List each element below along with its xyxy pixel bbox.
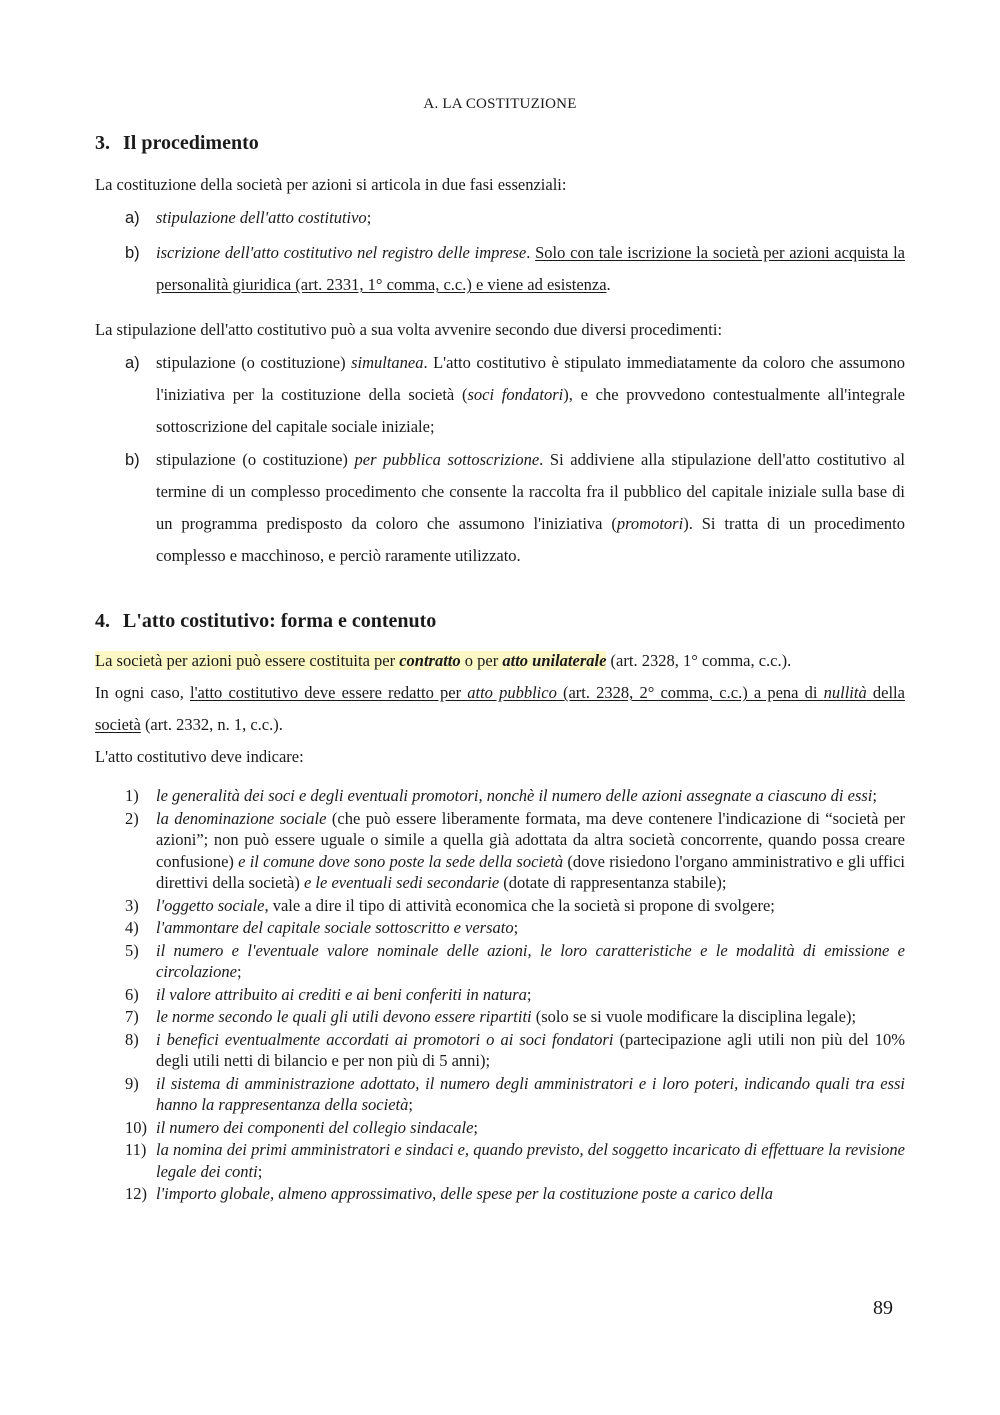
text-run: (dove risiedono l'organo amministrativo e gli uffici direttivi della società): [156, 851, 905, 892]
section-4-number: 4.: [95, 610, 110, 632]
list-item: [95, 1117, 905, 1139]
text-run: ;: [872, 786, 877, 805]
text-run: della società: [95, 683, 905, 734]
list-item: [95, 444, 905, 572]
list-marker: a): [125, 209, 140, 227]
text-run: (dotate di rappresentanza stabile);: [499, 873, 727, 892]
text-run: ;: [526, 984, 532, 1004]
list-item: [95, 895, 905, 917]
text-run: ;: [236, 962, 242, 981]
text-run: (art. 2328, 1° comma, c.c.).: [606, 651, 792, 670]
section-3-number: 3.: [95, 132, 110, 154]
text-run: . Si addiviene alla stipulazione dell'atto costitutivo al termine di un complesso procedimento che consente la raccolta fra il pubblico del capitale iniziale sulla base di un programma predisposto da coloro che assumono l'iniziativa (: [156, 450, 906, 533]
text-run: (art. 2328, 2° comma, c.c.) a pena di: [556, 683, 824, 702]
list-item: [95, 1139, 905, 1182]
list-item: [95, 984, 905, 1006]
punct: ;: [366, 208, 372, 227]
text-run-italic: nullità: [823, 683, 867, 702]
text-run-italic: simultanea: [351, 353, 424, 372]
text-run-italic: il numero e l'eventuale valore nominale delle azioni, le loro caratteristiche e le modalità di emissione e circolazione: [156, 940, 905, 981]
text-run: stipulazione (o costituzione): [156, 450, 355, 469]
punct: .: [526, 243, 536, 262]
text-run-italic: per pubblica sottoscrizione: [354, 450, 540, 469]
text-run-italic: il sistema di amministrazione adottato, il numero degli amministratori e i loro poteri, indicando quali tra essi hanno la rappresentanza della società: [156, 1073, 905, 1114]
phases-list: [95, 202, 905, 301]
text-run: stipulazione (o costituzione): [156, 353, 352, 372]
text-run-italic: la denominazione sociale: [156, 808, 327, 828]
text-run: ;: [408, 1095, 413, 1114]
text-run: In ogni caso,: [95, 683, 190, 702]
section-3-heading: [95, 132, 905, 155]
list-marker: 7): [125, 1007, 139, 1026]
text-run: ), e che provvedono contestualmente all'integrale sottoscrizione del capitale sociale iniziale;: [156, 385, 905, 436]
list-marker: b): [125, 451, 140, 469]
list-marker: 12): [125, 1184, 147, 1203]
list-item: [95, 202, 905, 234]
text-run-italic: il numero dei componenti del collegio sindacale: [156, 1117, 474, 1137]
text-run: (che può essere liberamente formata, ma deve contenere l'indicazione di “società per azioni”; non può essere uguale o simile a quella già adottata da altra società concorrente, quando possa creare confusione): [156, 808, 905, 871]
list-item: [95, 347, 905, 443]
text-run: l'atto costitutivo deve essere redatto per: [190, 683, 468, 702]
text-run-italic: e il comune dove sono poste la sede della società: [238, 851, 564, 871]
text-run: (partecipazione agli utili non più del 10% degli utili netti di bilancio e per non più di 5 anni);: [156, 1029, 906, 1070]
list-item: [95, 917, 905, 939]
text-run-italic: la nomina dei primi amministratori e sindaci e, quando previsto, del soggetto incaricato di effettuare la revisione legale dei conti: [156, 1140, 905, 1181]
list-marker: 5): [125, 940, 139, 960]
list-item: [95, 785, 905, 807]
list-marker: 2): [125, 808, 139, 828]
section-4-paragraph-2: [95, 677, 905, 741]
list-marker: 11): [125, 1140, 147, 1159]
section-4-title: L'atto costitutivo: forma e contenuto: [123, 610, 437, 632]
list-marker: 1): [125, 786, 139, 805]
text-run-bold-italic: atto unilaterale: [502, 651, 607, 670]
text-run: ). Si tratta di un procedimento complesso e macchinoso, e perciò raramente utilizzato.: [156, 514, 906, 565]
text-run-italic: il valore attribuito ai crediti e ai beni conferiti in natura: [156, 984, 527, 1004]
text-run-italic: le norme secondo le quali gli utili devono essere ripartiti: [156, 1007, 532, 1026]
text-run-italic: l'ammontare del capitale sociale sottoscritto e versato: [156, 918, 514, 937]
section-4-paragraph-1: [95, 645, 905, 677]
list-item: [95, 1073, 905, 1116]
text-run: (art. 2332, n. 1, c.c.).: [140, 715, 283, 734]
phase-b-italic: iscrizione dell'atto costitutivo nel registro delle imprese: [156, 243, 527, 262]
list-marker: a): [125, 354, 140, 372]
text-run: (solo se si vuole modificare la disciplina legale);: [531, 1007, 857, 1026]
list-marker: 4): [125, 918, 139, 937]
list-item: [95, 940, 905, 983]
punct: .: [606, 275, 611, 294]
text-run-italic: l'oggetto sociale: [156, 895, 265, 915]
phase-b-underlined: Solo con tale iscrizione la società per azioni acquista la personalità giuridica (art. 2331, 1° comma, c.c.) e viene ad esistenza: [156, 243, 906, 294]
text-run-italic: e le eventuali sedi secondarie: [303, 873, 500, 892]
list-marker: 6): [125, 984, 139, 1004]
text-run: ;: [257, 1161, 263, 1181]
text-run-italic: i benefici eventualmente accordati ai promotori o ai soci fondatori: [156, 1029, 614, 1049]
list-marker: 9): [125, 1073, 139, 1093]
text-run: ;: [513, 918, 519, 937]
contents-list: [95, 785, 905, 1205]
list-item: [95, 1183, 905, 1205]
list-item: [95, 237, 905, 301]
list-marker: 3): [125, 895, 139, 915]
phase-a-text: stipulazione dell'atto costitutivo: [156, 208, 367, 227]
text-run-italic: le generalità dei soci e degli eventuali promotori, nonchè il numero delle azioni assegnate a ciascuno di essi: [156, 786, 873, 805]
text-run: , vale a dire il tipo di attività economica che la società si propone di svolgere;: [264, 895, 775, 915]
text-run: La società per azioni può essere costituita per: [95, 651, 400, 670]
text-run-italic: soci fondatori: [467, 385, 564, 404]
text-run-italic: promotori: [616, 514, 684, 533]
section-3-title: Il procedimento: [123, 132, 259, 154]
list-item: [95, 808, 905, 894]
list-marker: 8): [125, 1029, 139, 1049]
procedures-list: [95, 347, 905, 572]
page-number: 89: [873, 1297, 893, 1319]
text-run-bold-italic: contratto: [399, 651, 461, 670]
text-run: o per: [460, 651, 503, 670]
list-item: [95, 1006, 905, 1028]
highlighted-text: [95, 651, 606, 670]
section-3-intro: La costituzione della società per azioni si articola in due fasi essenziali:: [95, 175, 567, 194]
section-4-paragraph-3: L'atto costitutivo deve indicare:: [95, 747, 304, 766]
section-4-heading: [95, 610, 905, 633]
running-head: A. LA COSTITUZIONE: [423, 96, 577, 112]
list-item: [95, 1029, 905, 1072]
text-run: . L'atto costitutivo è stipulato immediatamente da coloro che assumono l'iniziativa per la costituzione della società (: [156, 353, 905, 404]
list-marker: b): [125, 244, 140, 262]
text-run: ;: [473, 1117, 478, 1137]
page-content: [95, 132, 905, 1206]
text-run-italic: atto pubblico: [467, 683, 557, 702]
text-run-italic: l'importo globale, almeno approssimativo, delle spese per la costituzione poste a carico della: [156, 1184, 774, 1203]
list-marker: 10): [125, 1117, 147, 1137]
section-3-paragraph-2: La stipulazione dell'atto costitutivo può a sua volta avvenire secondo due diversi procedimenti:: [95, 320, 723, 339]
